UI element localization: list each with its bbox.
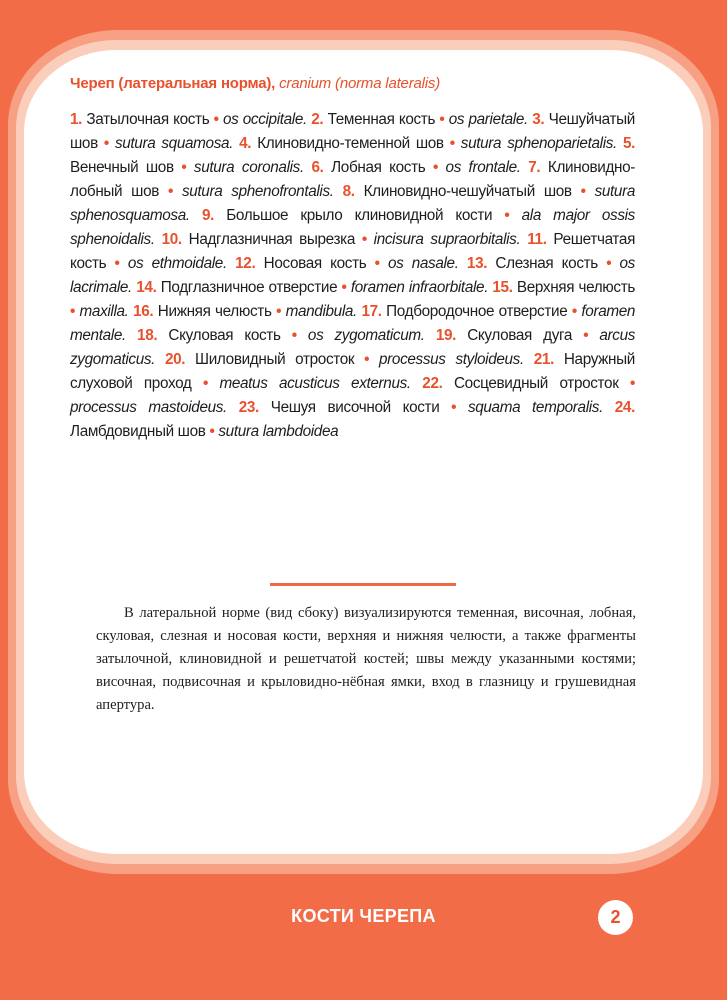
term-latin: os zygomaticum. [307, 327, 425, 344]
bullet-separator: • [70, 303, 76, 320]
bullet-separator: • [451, 399, 457, 416]
term-latin: arcus zygomaticus. [70, 327, 636, 368]
term-item [165, 351, 524, 368]
bullet-separator: • [213, 111, 219, 128]
bullet-separator: • [103, 135, 109, 152]
description-paragraph: В латеральной норме (вид сбоку) визуализируются теменная, височная, лобная, скуловая, слезная и носовая кости, верхняя и нижняя челюсти, а также фрагменты затылочной, клиновидной и решетчатой костей; швы между указанными костями; височная, подвисочная и крыловидно-нёбная ямки, вход в глазницу и грушевидная апертура. [96, 605, 636, 713]
term-russian: Венечный шов [70, 159, 174, 176]
bullet-separator: • [504, 207, 510, 224]
footer-section-title: КОСТИ ЧЕРЕПА [291, 906, 436, 926]
term-russian: Решетчатая кость [70, 231, 636, 272]
term-item [239, 399, 603, 416]
divider-line [270, 583, 456, 586]
term-number: 9. [201, 207, 215, 224]
term-latin: os ethmoidale. [127, 255, 227, 272]
page-number-badge: 2 [598, 900, 633, 935]
term-item [136, 279, 488, 296]
term-number: 12. [235, 255, 256, 272]
bullet-separator: • [276, 303, 282, 320]
term-number: 13. [466, 255, 488, 272]
term-item [239, 135, 617, 152]
bullet-separator: • [209, 423, 215, 440]
term-russian: Скуловая кость [168, 327, 281, 344]
bullet-separator: • [114, 255, 120, 272]
term-russian: Клиновидно-чешуйчатый шов [363, 183, 572, 200]
term-russian: Лобная кость [331, 159, 426, 176]
term-russian: Затылочная кость [86, 111, 210, 128]
term-latin: os lacrimale. [70, 255, 635, 296]
term-latin: sutura squamosa. [114, 135, 234, 152]
term-russian: Клиновидно-теменной шов [257, 135, 444, 152]
term-latin: processus styloideus. [379, 351, 524, 368]
term-item [137, 327, 425, 344]
terms-section [70, 74, 635, 444]
terms-list [70, 108, 635, 444]
term-russian: Носовая кость [263, 255, 367, 272]
term-number: 23. [238, 399, 259, 416]
term-number: 24. [614, 399, 635, 416]
term-latin: ala major ossis sphenoidalis. [70, 207, 635, 248]
term-number: 8. [342, 183, 355, 200]
title-russian: Череп (латеральная норма), [70, 75, 280, 92]
term-latin: sutura sphenofrontalis. [181, 183, 334, 200]
term-latin: incisura supraorbitalis. [373, 231, 521, 248]
section-title [70, 74, 635, 94]
term-number: 3. [532, 111, 545, 128]
term-latin: os nasale. [387, 255, 459, 272]
term-item [162, 231, 521, 248]
term-number: 22. [422, 375, 443, 392]
term-number: 1. [70, 111, 83, 128]
term-russian: Подглазничное отверстие [160, 279, 338, 296]
term-russian: Скуловая дуга [467, 327, 573, 344]
term-latin: sutura lambdoidea [218, 423, 339, 440]
bullet-separator: • [606, 255, 612, 272]
term-russian: Подбородочное отверстие [386, 303, 568, 320]
bullet-separator: • [167, 183, 173, 200]
term-item [133, 303, 357, 320]
term-russian: Чешуя височной кости [270, 399, 440, 416]
term-russian: Сосцевидный отросток [453, 375, 619, 392]
term-number: 20. [164, 351, 186, 368]
term-latin: foramen mentale. [70, 303, 636, 344]
bullet-separator: • [181, 159, 187, 176]
bullet-separator: • [291, 327, 297, 344]
term-russian: Надглазничная вырезка [188, 231, 355, 248]
term-number: 4. [239, 135, 252, 152]
term-latin: squama temporalis. [467, 399, 603, 416]
term-item [311, 111, 528, 128]
term-item [235, 255, 458, 272]
term-number: 19. [435, 327, 457, 344]
bullet-separator: • [630, 375, 636, 392]
term-russian: Чешуйчатый шов [70, 111, 635, 152]
term-latin: maxilla. [79, 303, 129, 320]
bullet-separator: • [202, 375, 208, 392]
term-russian: Ламбдовидный шов [70, 423, 206, 440]
term-latin: mandibula. [285, 303, 357, 320]
term-latin: foramen infraorbitale. [350, 279, 489, 296]
term-russian: Верхняя челюсть [516, 279, 635, 296]
term-number: 21. [533, 351, 554, 368]
term-number: 11. [527, 231, 547, 248]
bullet-separator: • [432, 159, 438, 176]
term-russian: Клиновидно-лобный шов [70, 159, 636, 200]
bullet-separator: • [449, 135, 455, 152]
term-latin: os parietale. [448, 111, 528, 128]
bullet-separator: • [364, 351, 370, 368]
title-latin: cranium (norma lateralis) [279, 75, 440, 92]
term-latin: os occipitale. [222, 111, 307, 128]
term-russian: Шиловидный отросток [195, 351, 355, 368]
term-number: 16. [133, 303, 154, 320]
term-russian: Слезная кость [495, 255, 598, 272]
term-number: 6. [311, 159, 324, 176]
term-russian: Теменная кость [327, 111, 436, 128]
bullet-separator: • [361, 231, 367, 248]
term-latin: os frontale. [445, 159, 521, 176]
term-latin: sutura sphenosquamosa. [70, 183, 635, 224]
term-item [70, 111, 307, 128]
term-number: 7. [528, 159, 541, 176]
term-latin: sutura coronalis. [193, 159, 304, 176]
bullet-separator: • [580, 183, 586, 200]
bullet-separator: • [439, 111, 445, 128]
bullet-separator: • [583, 327, 589, 344]
term-item [311, 159, 520, 176]
bullet-separator: • [571, 303, 577, 320]
term-number: 14. [136, 279, 157, 296]
term-russian: Большое крыло клиновидной кости [226, 207, 493, 224]
term-number: 17. [361, 303, 382, 320]
term-latin: processus mastoideus. [70, 399, 227, 416]
term-latin: meatus acusticus externus. [219, 375, 411, 392]
term-number: 10. [161, 231, 182, 248]
term-latin: sutura sphenoparietalis. [460, 135, 617, 152]
term-number: 18. [137, 327, 158, 344]
term-russian: Нижняя челюсть [157, 303, 272, 320]
bullet-separator: • [374, 255, 380, 272]
term-number: 15. [492, 279, 513, 296]
bullet-separator: • [341, 279, 347, 296]
term-russian: Наружный слуховой проход [70, 351, 635, 392]
term-number: 2. [311, 111, 324, 128]
term-number: 5. [622, 135, 636, 152]
